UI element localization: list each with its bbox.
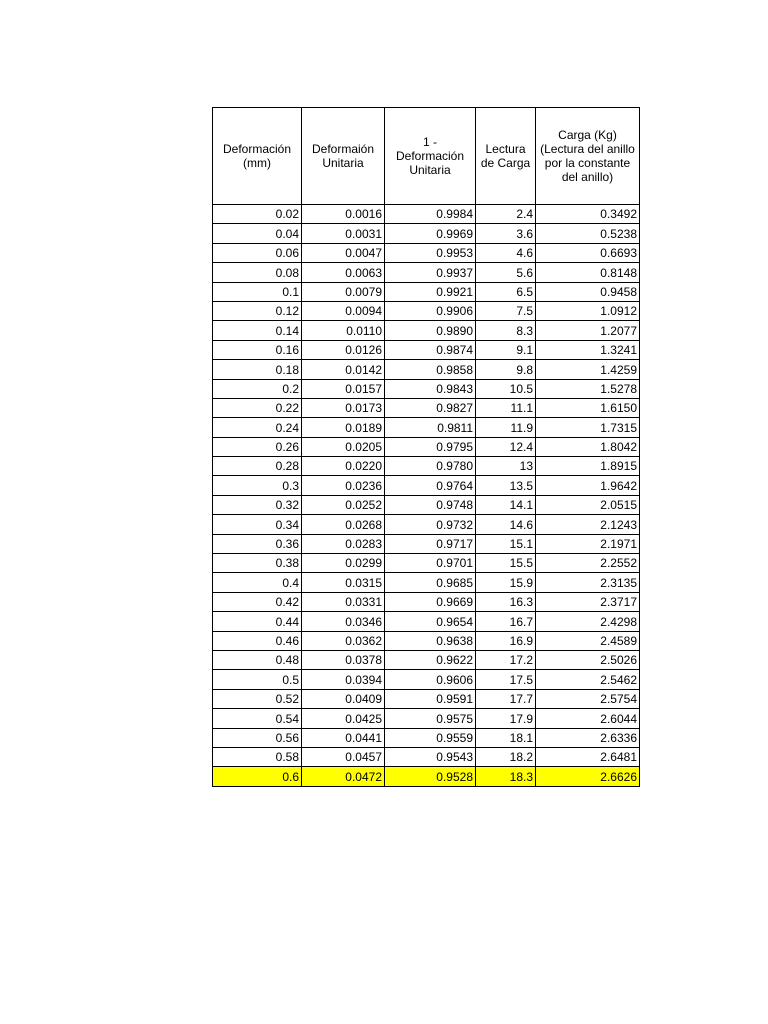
cell-lectura-de-carga: 18.1 <box>476 728 536 747</box>
cell-lectura-de-carga: 14.6 <box>476 515 536 534</box>
table-row <box>213 418 640 437</box>
cell-lectura-de-carga: 7.5 <box>476 301 536 320</box>
cell-one-minus-deformacion: 0.9717 <box>385 534 476 553</box>
cell-deformacion: 0.14 <box>213 321 302 340</box>
cell-deformacion-unitaria: 0.0283 <box>302 534 385 553</box>
cell-lectura-de-carga: 9.8 <box>476 360 536 379</box>
table-row <box>213 592 640 611</box>
cell-deformacion: 0.06 <box>213 243 302 262</box>
cell-one-minus-deformacion: 0.9937 <box>385 263 476 282</box>
table-row <box>213 243 640 262</box>
cell-one-minus-deformacion: 0.9528 <box>385 767 476 786</box>
cell-lectura-de-carga: 17.5 <box>476 670 536 689</box>
cell-deformacion-unitaria: 0.0472 <box>302 767 385 786</box>
cell-one-minus-deformacion: 0.9795 <box>385 437 476 456</box>
table-row <box>213 689 640 708</box>
cell-carga-kg: 2.1971 <box>536 534 640 553</box>
cell-lectura-de-carga: 13 <box>476 457 536 476</box>
cell-deformacion: 0.24 <box>213 418 302 437</box>
cell-carga-kg: 2.1243 <box>536 515 640 534</box>
cell-one-minus-deformacion: 0.9780 <box>385 457 476 476</box>
cell-deformacion-unitaria: 0.0126 <box>302 340 385 359</box>
cell-carga-kg: 2.6481 <box>536 747 640 766</box>
cell-deformacion: 0.54 <box>213 709 302 728</box>
cell-lectura-de-carga: 3.6 <box>476 224 536 243</box>
cell-carga-kg: 2.5462 <box>536 670 640 689</box>
cell-lectura-de-carga: 18.3 <box>476 767 536 786</box>
cell-deformacion-unitaria: 0.0142 <box>302 360 385 379</box>
cell-carga-kg: 2.3717 <box>536 592 640 611</box>
cell-deformacion-unitaria: 0.0441 <box>302 728 385 747</box>
table-row <box>213 360 640 379</box>
cell-deformacion: 0.5 <box>213 670 302 689</box>
cell-lectura-de-carga: 9.1 <box>476 340 536 359</box>
cell-deformacion: 0.58 <box>213 747 302 766</box>
cell-deformacion: 0.6 <box>213 767 302 786</box>
cell-deformacion-unitaria: 0.0378 <box>302 650 385 669</box>
cell-deformacion-unitaria: 0.0047 <box>302 243 385 262</box>
cell-deformacion: 0.02 <box>213 205 302 224</box>
cell-carga-kg: 2.5754 <box>536 689 640 708</box>
cell-lectura-de-carga: 2.4 <box>476 205 536 224</box>
cell-lectura-de-carga: 12.4 <box>476 437 536 456</box>
cell-deformacion: 0.46 <box>213 631 302 650</box>
cell-one-minus-deformacion: 0.9843 <box>385 379 476 398</box>
cell-carga-kg: 2.5026 <box>536 650 640 669</box>
cell-carga-kg: 2.6336 <box>536 728 640 747</box>
table-row <box>213 457 640 476</box>
header-deformacion: Deformación (mm) <box>213 108 302 205</box>
table-row <box>213 282 640 301</box>
table-row <box>213 340 640 359</box>
cell-deformacion: 0.4 <box>213 573 302 592</box>
cell-lectura-de-carga: 17.2 <box>476 650 536 669</box>
cell-deformacion: 0.22 <box>213 398 302 417</box>
header-carga-kg: Carga (Kg) (Lectura del anillo por la constante del anillo) <box>536 108 640 205</box>
cell-lectura-de-carga: 17.7 <box>476 689 536 708</box>
cell-one-minus-deformacion: 0.9827 <box>385 398 476 417</box>
cell-deformacion-unitaria: 0.0331 <box>302 592 385 611</box>
cell-one-minus-deformacion: 0.9906 <box>385 301 476 320</box>
cell-one-minus-deformacion: 0.9543 <box>385 747 476 766</box>
cell-deformacion-unitaria: 0.0031 <box>302 224 385 243</box>
cell-carga-kg: 2.4589 <box>536 631 640 650</box>
table-row <box>213 321 640 340</box>
cell-lectura-de-carga: 16.7 <box>476 612 536 631</box>
cell-carga-kg: 1.7315 <box>536 418 640 437</box>
cell-one-minus-deformacion: 0.9591 <box>385 689 476 708</box>
cell-carga-kg: 1.0912 <box>536 301 640 320</box>
cell-lectura-de-carga: 14.1 <box>476 495 536 514</box>
table-row <box>213 709 640 728</box>
cell-one-minus-deformacion: 0.9811 <box>385 418 476 437</box>
table-row <box>213 650 640 669</box>
cell-one-minus-deformacion: 0.9732 <box>385 515 476 534</box>
cell-deformacion: 0.16 <box>213 340 302 359</box>
table-row <box>213 379 640 398</box>
cell-one-minus-deformacion: 0.9606 <box>385 670 476 689</box>
cell-deformacion-unitaria: 0.0079 <box>302 282 385 301</box>
cell-one-minus-deformacion: 0.9669 <box>385 592 476 611</box>
table-row <box>213 263 640 282</box>
cell-one-minus-deformacion: 0.9701 <box>385 554 476 573</box>
cell-carga-kg: 1.2077 <box>536 321 640 340</box>
cell-carga-kg: 1.3241 <box>536 340 640 359</box>
cell-deformacion-unitaria: 0.0173 <box>302 398 385 417</box>
cell-deformacion-unitaria: 0.0016 <box>302 205 385 224</box>
cell-carga-kg: 0.3492 <box>536 205 640 224</box>
cell-lectura-de-carga: 8.3 <box>476 321 536 340</box>
table-row <box>213 612 640 631</box>
cell-lectura-de-carga: 18.2 <box>476 747 536 766</box>
cell-deformacion-unitaria: 0.0189 <box>302 418 385 437</box>
header-one-minus-deformacion: 1 - Deformación Unitaria <box>385 108 476 205</box>
cell-carga-kg: 2.0515 <box>536 495 640 514</box>
cell-one-minus-deformacion: 0.9575 <box>385 709 476 728</box>
table-row <box>213 573 640 592</box>
cell-deformacion: 0.42 <box>213 592 302 611</box>
cell-deformacion: 0.34 <box>213 515 302 534</box>
cell-carga-kg: 0.9458 <box>536 282 640 301</box>
table-row <box>213 631 640 650</box>
cell-carga-kg: 1.4259 <box>536 360 640 379</box>
cell-deformacion: 0.44 <box>213 612 302 631</box>
cell-one-minus-deformacion: 0.9654 <box>385 612 476 631</box>
cell-deformacion: 0.48 <box>213 650 302 669</box>
cell-deformacion-unitaria: 0.0268 <box>302 515 385 534</box>
cell-deformacion: 0.52 <box>213 689 302 708</box>
cell-one-minus-deformacion: 0.9858 <box>385 360 476 379</box>
cell-carga-kg: 2.4298 <box>536 612 640 631</box>
cell-deformacion-unitaria: 0.0425 <box>302 709 385 728</box>
cell-carga-kg: 2.3135 <box>536 573 640 592</box>
cell-deformacion: 0.28 <box>213 457 302 476</box>
cell-deformacion-unitaria: 0.0362 <box>302 631 385 650</box>
cell-carga-kg: 2.6626 <box>536 767 640 786</box>
data-table <box>212 107 640 787</box>
cell-deformacion: 0.2 <box>213 379 302 398</box>
table-row <box>213 534 640 553</box>
cell-lectura-de-carga: 5.6 <box>476 263 536 282</box>
cell-one-minus-deformacion: 0.9638 <box>385 631 476 650</box>
cell-one-minus-deformacion: 0.9764 <box>385 476 476 495</box>
cell-deformacion-unitaria: 0.0299 <box>302 554 385 573</box>
cell-lectura-de-carga: 15.1 <box>476 534 536 553</box>
cell-one-minus-deformacion: 0.9890 <box>385 321 476 340</box>
cell-deformacion-unitaria: 0.0110 <box>302 321 385 340</box>
cell-lectura-de-carga: 15.5 <box>476 554 536 573</box>
cell-carga-kg: 1.8042 <box>536 437 640 456</box>
cell-deformacion-unitaria: 0.0063 <box>302 263 385 282</box>
cell-deformacion-unitaria: 0.0315 <box>302 573 385 592</box>
table-row <box>213 476 640 495</box>
cell-deformacion: 0.18 <box>213 360 302 379</box>
table-row <box>213 495 640 514</box>
cell-deformacion: 0.38 <box>213 554 302 573</box>
cell-one-minus-deformacion: 0.9685 <box>385 573 476 592</box>
table-row <box>213 515 640 534</box>
cell-lectura-de-carga: 16.3 <box>476 592 536 611</box>
cell-deformacion: 0.36 <box>213 534 302 553</box>
table-body <box>213 205 640 787</box>
cell-deformacion: 0.56 <box>213 728 302 747</box>
cell-deformacion-unitaria: 0.0394 <box>302 670 385 689</box>
header-row <box>213 108 640 205</box>
cell-carga-kg: 0.6693 <box>536 243 640 262</box>
cell-deformacion: 0.3 <box>213 476 302 495</box>
cell-one-minus-deformacion: 0.9969 <box>385 224 476 243</box>
cell-deformacion-unitaria: 0.0409 <box>302 689 385 708</box>
table-row <box>213 728 640 747</box>
cell-lectura-de-carga: 10.5 <box>476 379 536 398</box>
cell-carga-kg: 0.5238 <box>536 224 640 243</box>
cell-lectura-de-carga: 17.9 <box>476 709 536 728</box>
cell-deformacion-unitaria: 0.0346 <box>302 612 385 631</box>
cell-carga-kg: 1.9642 <box>536 476 640 495</box>
cell-carga-kg: 1.8915 <box>536 457 640 476</box>
cell-carga-kg: 0.8148 <box>536 263 640 282</box>
cell-carga-kg: 1.6150 <box>536 398 640 417</box>
cell-one-minus-deformacion: 0.9874 <box>385 340 476 359</box>
table-row <box>213 398 640 417</box>
table-row <box>213 437 640 456</box>
cell-lectura-de-carga: 4.6 <box>476 243 536 262</box>
cell-deformacion-unitaria: 0.0205 <box>302 437 385 456</box>
cell-deformacion: 0.04 <box>213 224 302 243</box>
cell-carga-kg: 2.2552 <box>536 554 640 573</box>
cell-lectura-de-carga: 11.1 <box>476 398 536 417</box>
cell-lectura-de-carga: 16.9 <box>476 631 536 650</box>
cell-carga-kg: 2.6044 <box>536 709 640 728</box>
cell-deformacion: 0.32 <box>213 495 302 514</box>
cell-deformacion: 0.26 <box>213 437 302 456</box>
table-row <box>213 224 640 243</box>
cell-deformacion-unitaria: 0.0157 <box>302 379 385 398</box>
cell-carga-kg: 1.5278 <box>536 379 640 398</box>
cell-lectura-de-carga: 11.9 <box>476 418 536 437</box>
header-deformacion-unitaria: Deformaión Unitaria <box>302 108 385 205</box>
table-row <box>213 554 640 573</box>
cell-deformacion-unitaria: 0.0252 <box>302 495 385 514</box>
cell-one-minus-deformacion: 0.9921 <box>385 282 476 301</box>
cell-lectura-de-carga: 15.9 <box>476 573 536 592</box>
table-row <box>213 747 640 766</box>
cell-deformacion: 0.1 <box>213 282 302 301</box>
cell-one-minus-deformacion: 0.9559 <box>385 728 476 747</box>
cell-one-minus-deformacion: 0.9622 <box>385 650 476 669</box>
cell-one-minus-deformacion: 0.9748 <box>385 495 476 514</box>
cell-one-minus-deformacion: 0.9953 <box>385 243 476 262</box>
table-row <box>213 670 640 689</box>
table-row <box>213 767 640 786</box>
header-lectura-de-carga: Lectura de Carga <box>476 108 536 205</box>
cell-deformacion: 0.12 <box>213 301 302 320</box>
cell-deformacion-unitaria: 0.0220 <box>302 457 385 476</box>
table-row <box>213 205 640 224</box>
cell-deformacion: 0.08 <box>213 263 302 282</box>
cell-one-minus-deformacion: 0.9984 <box>385 205 476 224</box>
cell-deformacion-unitaria: 0.0236 <box>302 476 385 495</box>
table-row <box>213 301 640 320</box>
cell-deformacion-unitaria: 0.0094 <box>302 301 385 320</box>
cell-lectura-de-carga: 13.5 <box>476 476 536 495</box>
cell-lectura-de-carga: 6.5 <box>476 282 536 301</box>
cell-deformacion-unitaria: 0.0457 <box>302 747 385 766</box>
